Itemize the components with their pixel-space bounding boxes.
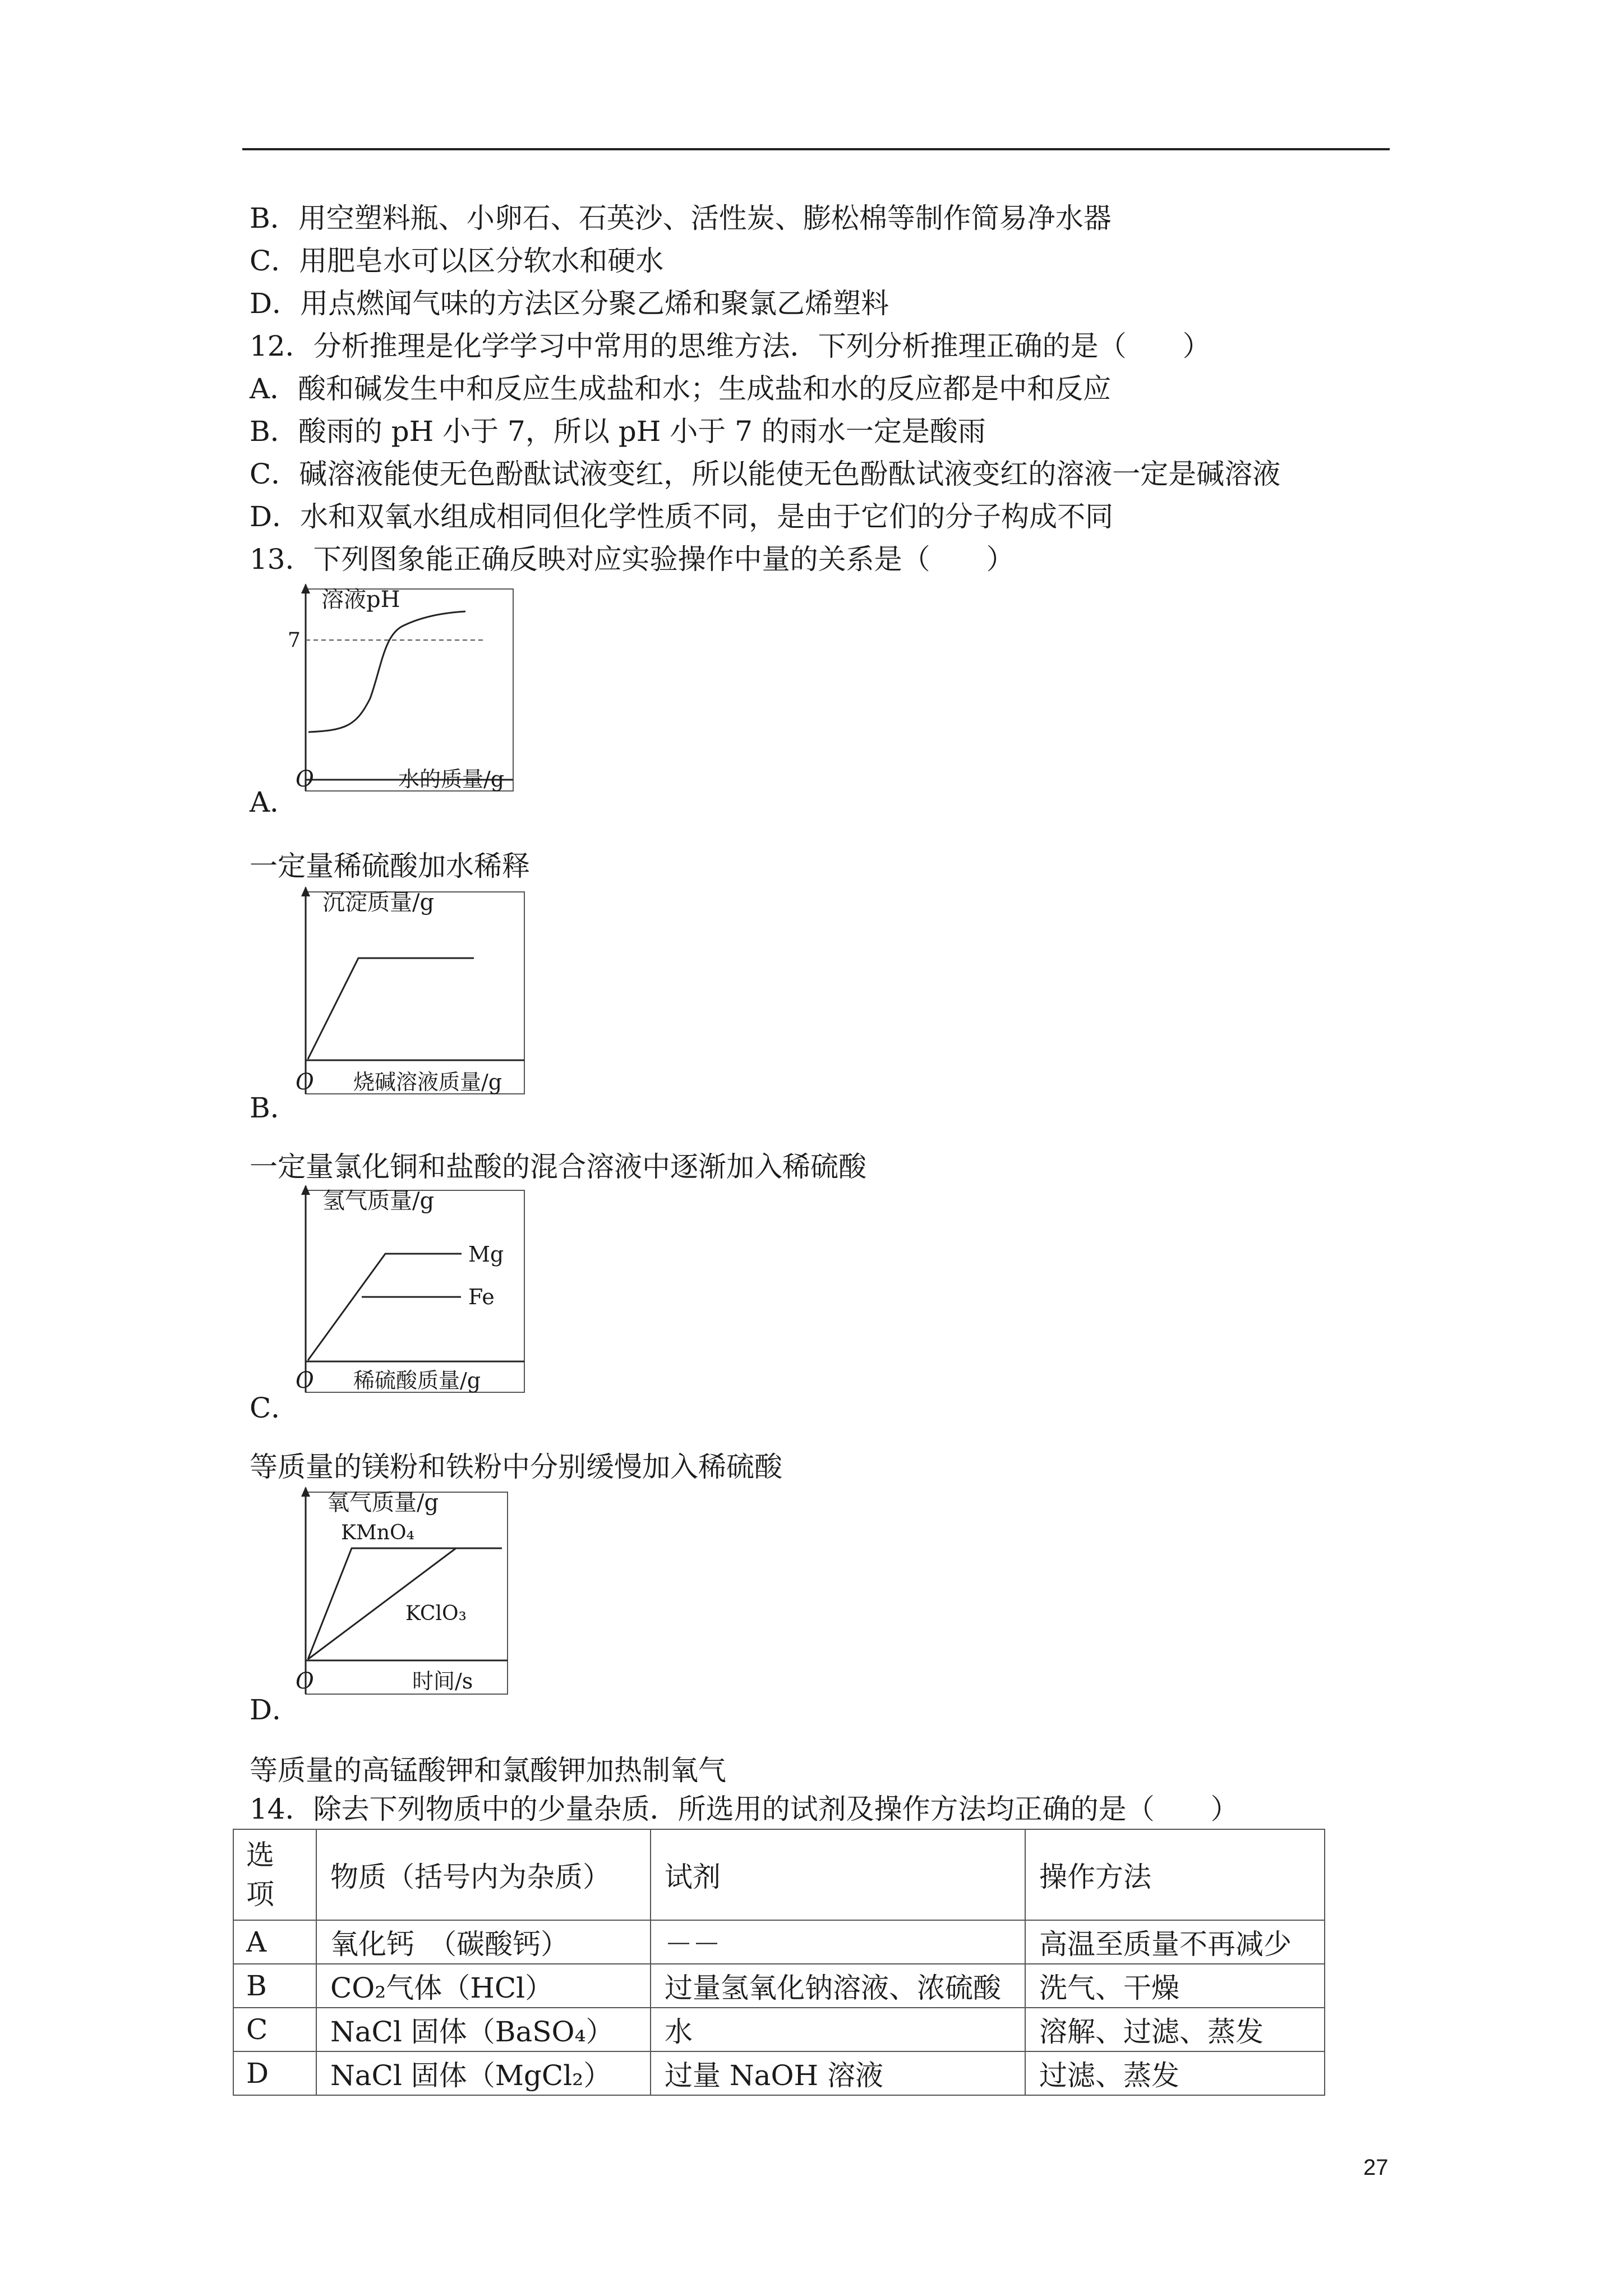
graph-d-y-label: 氧气质量/g [327, 1490, 439, 1516]
graph-c-mg-line [308, 1254, 462, 1360]
header-method: 操作方法 [1025, 1829, 1325, 1920]
q13-stem: 13．下列图象能正确反映对应实验操作中量的关系是（ ） [250, 543, 1015, 576]
graph-c-x-label: 稀硫酸质量/g [353, 1368, 481, 1393]
cell-reagent: 过量氢氧化钠溶液、浓硫酸 [651, 1964, 1025, 2008]
q13-option-a-letter: A． [250, 786, 298, 818]
cell-method: 过滤、蒸发 [1025, 2051, 1325, 2095]
q12-option-c: C．碱溶液能使无色酚酞试液变红，所以能使无色酚酞试液变红的溶液一定是碱溶液 [250, 458, 1281, 490]
graph-d-series-kmno4: KMnO₄ [341, 1521, 414, 1544]
q13-option-c-caption: 等质量的镁粉和铁粉中分别缓慢加入稀硫酸 [250, 1451, 782, 1483]
graph-d-x-label: 时间/s [412, 1669, 473, 1694]
cell-method: 溶解、过滤、蒸发 [1025, 2008, 1325, 2051]
graph-c-series-mg: Mg [468, 1242, 504, 1267]
q11-option-b: B．用空塑料瓶、小卵石、石英沙、活性炭、膨松棉等制作简易净水器 [250, 202, 1112, 234]
graph-a-origin: O [296, 766, 314, 792]
header-option-line2: 项 [246, 1878, 274, 1911]
table-row [233, 2051, 1325, 2095]
header-substance: 物质（括号内为杂质） [316, 1829, 651, 1920]
header-reagent: 试剂 [651, 1829, 1025, 1920]
graph-b [283, 886, 530, 1099]
q11-option-c: C．用肥皂水可以区分软水和硬水 [250, 245, 664, 277]
table-header-row [233, 1829, 1325, 1920]
graph-a [283, 583, 519, 797]
cell-reagent: －－ [651, 1920, 1025, 1964]
q13-option-d-letter: D． [250, 1694, 301, 1726]
table-row [233, 1964, 1325, 2008]
graph-d [283, 1487, 519, 1697]
graph-c-series-fe: Fe [468, 1285, 495, 1309]
cell-reagent: 水 [651, 2008, 1025, 2051]
graph-b-x-label: 烧碱溶液质量/g [353, 1070, 502, 1094]
graph-d-series-kclo3: KClO₃ [405, 1602, 467, 1625]
q13-option-d-caption: 等质量的高锰酸钾和氯酸钾加热制氧气 [250, 1754, 726, 1787]
q13-option-c-letter: C． [250, 1392, 299, 1424]
cell-substance: CO₂气体（HCl） [316, 1964, 651, 2008]
graph-b-origin: O [296, 1069, 314, 1095]
header-option-line1: 选 [246, 1839, 274, 1871]
graph-b-frame [306, 892, 524, 1094]
header-rule [242, 148, 1390, 150]
cell-option: A [233, 1920, 316, 1964]
graph-b-line [308, 958, 474, 1059]
q12-stem: 12．分析推理是化学学习中常用的思维方法．下列分析推理正确的是（ ） [250, 330, 1211, 362]
graph-c-spacer [333, 1297, 461, 1326]
table-row [233, 1920, 1325, 1964]
table-row [233, 2008, 1325, 2051]
graph-a-curve [308, 611, 465, 732]
page-number: 27 [1363, 2155, 1389, 2180]
cell-option: D [233, 2051, 316, 2095]
cell-option: B [233, 1964, 316, 2008]
graph-d-kclo3-line [308, 1548, 502, 1659]
q13-option-b-caption: 一定量氯化铜和盐酸的混合溶液中逐渐加入稀硫酸 [250, 1151, 866, 1183]
header-option [233, 1829, 316, 1920]
cell-substance: 氧化钙 （碳酸钙） [316, 1920, 651, 1964]
q14-table [233, 1829, 1325, 2096]
cell-option: C [233, 2008, 316, 2051]
graph-a-y-label: 溶液pH [321, 587, 400, 613]
cell-method: 洗气、干燥 [1025, 1964, 1325, 2008]
q11-option-d: D．用点燃闻气味的方法区分聚乙烯和聚氯乙烯塑料 [250, 287, 889, 320]
graph-c-y-label: 氢气质量/g [322, 1188, 435, 1214]
cell-substance: NaCl 固体（MgCl₂） [316, 2051, 651, 2095]
graph-a-x-label: 水的质量/g [398, 767, 505, 792]
cell-reagent: 过量 NaOH 溶液 [651, 2051, 1025, 2095]
q12-option-d: D．水和双氧水组成相同但化学性质不同，是由于它们的分子构成不同 [250, 500, 1114, 533]
q13-option-b-letter: B． [250, 1092, 298, 1124]
q14-stem: 14．除去下列物质中的少量杂质．所选用的试剂及操作方法均正确的是（ ） [250, 1793, 1239, 1825]
q12-option-a: A．酸和碱发生中和反应生成盐和水；生成盐和水的反应都是中和反应 [250, 372, 1112, 405]
cell-substance: NaCl 固体（BaSO₄） [316, 2008, 651, 2051]
graph-b-y-label: 沉淀质量/g [322, 890, 435, 915]
graph-c-origin: O [296, 1368, 314, 1393]
graph-c [283, 1185, 530, 1398]
graph-d-origin: O [296, 1668, 314, 1694]
cell-method: 高温至质量不再减少 [1025, 1920, 1325, 1964]
q12-option-b: B．酸雨的 pH 小于 7，所以 pH 小于 7 的雨水一定是酸雨 [250, 415, 986, 448]
q13-option-a-caption: 一定量稀硫酸加水稀释 [250, 850, 530, 882]
graph-a-tick-7: 7 [288, 629, 301, 652]
graph-a-frame [306, 589, 513, 791]
